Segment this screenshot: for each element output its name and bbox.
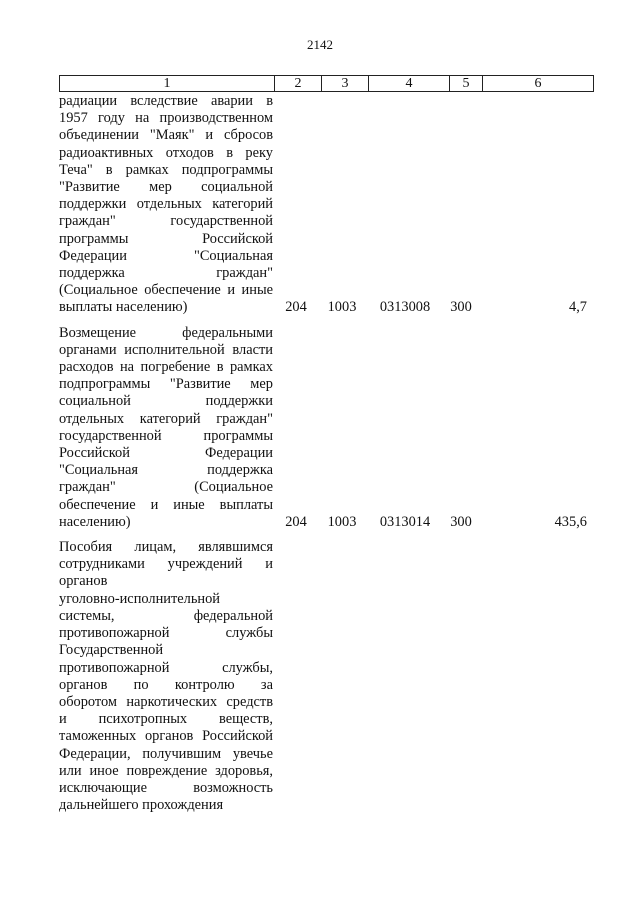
description-line: выплаты населению) (59, 299, 188, 316)
row-col-2: 204 (285, 299, 307, 316)
description-line: противопожарной службы (59, 625, 273, 642)
column-header-6: 6 (483, 76, 594, 92)
description-line: Возмещение федеральными (59, 324, 273, 341)
row-description (59, 539, 273, 814)
row-col-5: 300 (450, 299, 472, 316)
description-line: Российской Федерации (59, 445, 273, 462)
description-line: программы Российской (59, 230, 273, 247)
column-header-5: 5 (450, 76, 483, 92)
row-description (59, 93, 273, 317)
description-line: расходов на погребение в рамках (59, 359, 273, 376)
description-line: отдельных категорий граждан" (59, 410, 273, 427)
description-line: 1957 году на производственном (59, 110, 273, 127)
description-line: и психотропных веществ, (59, 711, 273, 728)
description-line: противопожарной службы, (59, 659, 273, 676)
row-col-2: 204 (285, 513, 307, 530)
description-line: обеспечение и иные выплаты (59, 496, 273, 513)
description-line: системы, федеральной (59, 607, 273, 624)
description-line: "Развитие мер социальной (59, 179, 273, 196)
row-amount: 435,6 (554, 513, 587, 530)
row-amount: 4,7 (569, 299, 587, 316)
description-line: Федерации "Социальная (59, 247, 273, 264)
description-line: оборотом наркотических средств (59, 693, 273, 710)
column-header-4: 4 (369, 76, 450, 92)
column-header-row (60, 76, 594, 92)
row-col-3: 1003 (327, 513, 357, 530)
description-line: граждан" (Социальное (59, 479, 273, 496)
column-header-2: 2 (275, 76, 322, 92)
description-line: сотрудниками учреждений и (59, 556, 273, 573)
row-col-4: 0313014 (379, 513, 431, 530)
description-line: Пособия лицам, являвшимся (59, 539, 273, 556)
description-line: Федерации, получившим увечье (59, 745, 273, 762)
table-row (59, 93, 587, 317)
description-line: граждан" государственной (59, 213, 273, 230)
description-line: поддержка граждан" (59, 265, 273, 282)
description-line: Теча" в рамках подпрограммы (59, 161, 273, 178)
column-header-3: 3 (322, 76, 369, 92)
description-line: таможенных органов Российской (59, 728, 273, 745)
description-line: подпрограммы "Развитие мер (59, 376, 273, 393)
row-col-5: 300 (450, 513, 472, 530)
description-line: "Социальная поддержка (59, 462, 273, 479)
description-line: радиации вследствие аварии в (59, 93, 273, 109)
description-line: исключающие возможность (59, 779, 273, 796)
description-line: государственной программы (59, 427, 273, 444)
table-row (59, 325, 587, 531)
description-line: органами исполнительной власти (59, 341, 273, 358)
table-row (59, 539, 587, 814)
description-line: органов (59, 573, 108, 590)
description-line: или иное повреждение здоровья, (59, 762, 273, 779)
description-line: населению) (59, 513, 131, 530)
page-number: 2142 (307, 37, 333, 52)
row-col-3: 1003 (327, 299, 357, 316)
description-line: дальнейшего прохождения (59, 797, 224, 814)
row-description (59, 325, 273, 531)
column-header-table (59, 75, 594, 92)
description-line: органов по контролю за (59, 676, 273, 693)
column-header-1: 1 (60, 76, 275, 92)
description-line: социальной поддержки (59, 393, 273, 410)
description-line: поддержки отдельных категорий (59, 196, 273, 213)
description-line: объединении "Маяк" и сбросов (59, 127, 273, 144)
description-line: Государственной (59, 642, 164, 659)
description-line: уголовно-исполнительной (59, 590, 221, 607)
description-line: радиоактивных отходов в реку (59, 144, 273, 161)
description-line: (Социальное обеспечение и иные (59, 282, 273, 299)
row-col-4: 0313008 (379, 299, 431, 316)
table-body (59, 93, 587, 822)
